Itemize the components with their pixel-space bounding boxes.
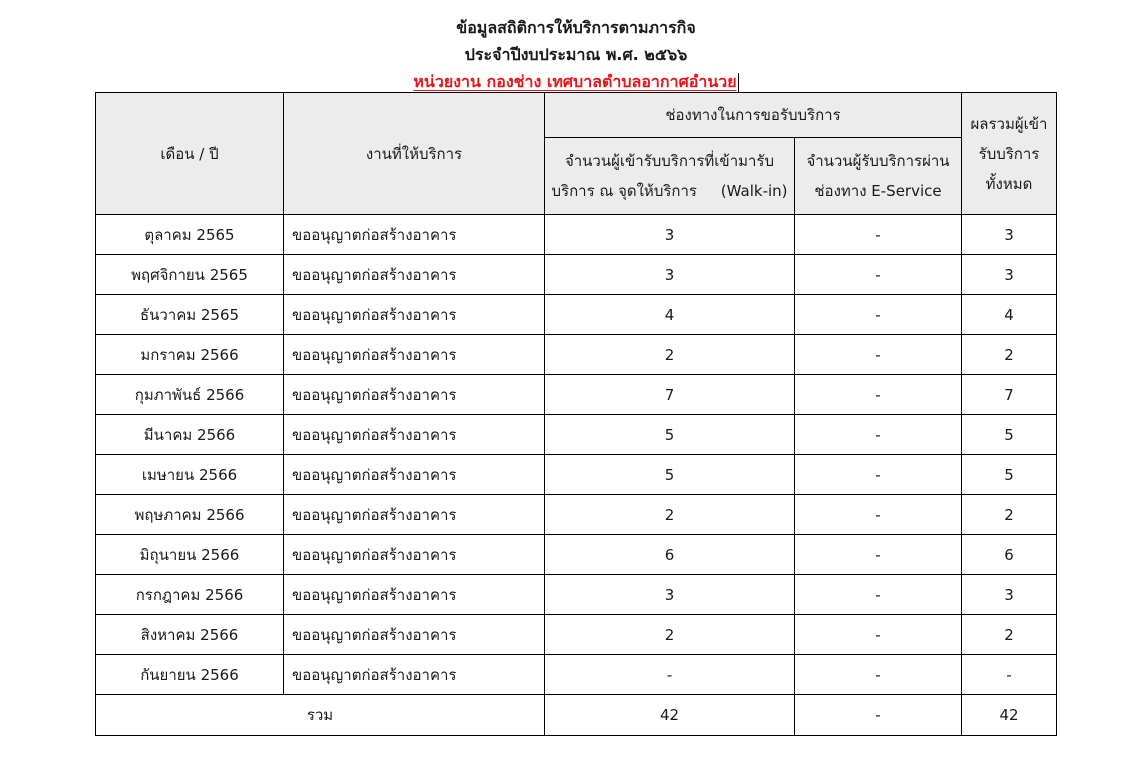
header-eservice-line1: จำนวนผู้รับบริการผ่าน — [806, 152, 950, 170]
cell-month: มิถุนายน 2566 — [96, 535, 284, 575]
cell-walkin: 6 — [545, 535, 795, 575]
table-row — [96, 375, 1057, 415]
cell-walkin: 5 — [545, 455, 795, 495]
cell-total: 2 — [962, 495, 1057, 535]
cell-total: 3 — [962, 255, 1057, 295]
document-header — [96, 14, 1056, 95]
cell-month: กุมภาพันธ์ 2566 — [96, 375, 284, 415]
cell-eservice: - — [795, 255, 962, 295]
cell-walkin: 3 — [545, 215, 795, 255]
cell-month: เมษายน 2566 — [96, 455, 284, 495]
cell-walkin: 5 — [545, 415, 795, 455]
table-row — [96, 415, 1057, 455]
cell-eservice: - — [795, 215, 962, 255]
unit-label: หน่วยงาน กองช่าง เทศบาลตำบลอากาศอำนวย — [413, 72, 737, 91]
cell-total: 2 — [962, 335, 1057, 375]
cell-service: ขออนุญาตก่อสร้างอาคาร — [284, 655, 545, 695]
cell-eservice: - — [795, 655, 962, 695]
cell-month: ตุลาคม 2565 — [96, 215, 284, 255]
cell-service: ขออนุญาตก่อสร้างอาคาร — [284, 615, 545, 655]
totals-row — [96, 695, 1057, 736]
cell-eservice: - — [795, 535, 962, 575]
totals-eservice: - — [795, 695, 962, 736]
cell-eservice: - — [795, 295, 962, 335]
cell-eservice: - — [795, 615, 962, 655]
cell-walkin: 3 — [545, 255, 795, 295]
totals-total: 42 — [962, 695, 1057, 736]
table-row — [96, 455, 1057, 495]
header-total-line3: ทั้งหมด — [985, 174, 1033, 193]
cell-walkin: 3 — [545, 575, 795, 615]
cell-total: 7 — [962, 375, 1057, 415]
header-total — [962, 93, 1057, 215]
cell-service: ขออนุญาตก่อสร้างอาคาร — [284, 295, 545, 335]
document-subtitle: ประจำปีงบประมาณ พ.ศ. ๒๕๖๖ — [464, 45, 688, 64]
unit-line — [96, 68, 1056, 95]
header-eservice — [795, 138, 962, 215]
table-row — [96, 495, 1057, 535]
cell-total: - — [962, 655, 1057, 695]
cell-eservice: - — [795, 575, 962, 615]
cell-eservice: - — [795, 455, 962, 495]
cell-service: ขออนุญาตก่อสร้างอาคาร — [284, 455, 545, 495]
cell-total: 5 — [962, 415, 1057, 455]
text-cursor — [738, 73, 739, 93]
table-body — [96, 215, 1057, 736]
service-statistics-table — [95, 92, 1057, 736]
header-walkin-line2: บริการ ณ จุดให้บริการ (Walk-in) — [551, 182, 788, 200]
cell-walkin: 7 — [545, 375, 795, 415]
document-title: ข้อมูลสถิติการให้บริการตามภารกิจ — [456, 18, 696, 37]
cell-service: ขออนุญาตก่อสร้างอาคาร — [284, 495, 545, 535]
header-total-line2: รับบริการ — [978, 144, 1040, 163]
table-row — [96, 575, 1057, 615]
cell-walkin: - — [545, 655, 795, 695]
cell-eservice: - — [795, 415, 962, 455]
table-row — [96, 615, 1057, 655]
cell-walkin: 2 — [545, 495, 795, 535]
table-row — [96, 335, 1057, 375]
table-row — [96, 535, 1057, 575]
cell-service: ขออนุญาตก่อสร้างอาคาร — [284, 415, 545, 455]
cell-month: พฤศจิกายน 2565 — [96, 255, 284, 295]
cell-eservice: - — [795, 495, 962, 535]
cell-service: ขออนุญาตก่อสร้างอาคาร — [284, 215, 545, 255]
cell-total: 5 — [962, 455, 1057, 495]
cell-service: ขออนุญาตก่อสร้างอาคาร — [284, 535, 545, 575]
cell-month: กันยายน 2566 — [96, 655, 284, 695]
header-walkin — [545, 138, 795, 215]
cell-eservice: - — [795, 335, 962, 375]
header-total-line1: ผลรวมผู้เข้า — [970, 114, 1048, 133]
cell-month: ธันวาคม 2565 — [96, 295, 284, 335]
cell-month: พฤษภาคม 2566 — [96, 495, 284, 535]
cell-month: สิงหาคม 2566 — [96, 615, 284, 655]
table-header — [96, 93, 1057, 215]
header-walkin-line1: จำนวนผู้เข้ารับบริการที่เข้ามารับ — [564, 152, 775, 170]
cell-walkin: 4 — [545, 295, 795, 335]
header-channel-group: ช่องทางในการขอรับบริการ — [545, 93, 962, 138]
cell-month: กรกฎาคม 2566 — [96, 575, 284, 615]
header-eservice-line2: ช่องทาง E-Service — [814, 182, 942, 200]
cell-total: 2 — [962, 615, 1057, 655]
cell-total: 4 — [962, 295, 1057, 335]
totals-label: รวม — [96, 695, 545, 736]
table-row — [96, 655, 1057, 695]
cell-service: ขออนุญาตก่อสร้างอาคาร — [284, 575, 545, 615]
cell-eservice: - — [795, 375, 962, 415]
cell-month: มีนาคม 2566 — [96, 415, 284, 455]
cell-total: 6 — [962, 535, 1057, 575]
table-row — [96, 295, 1057, 335]
header-service: งานที่ให้บริการ — [284, 93, 545, 215]
cell-month: มกราคม 2566 — [96, 335, 284, 375]
table-row — [96, 215, 1057, 255]
table-row — [96, 255, 1057, 295]
cell-total: 3 — [962, 575, 1057, 615]
cell-walkin: 2 — [545, 335, 795, 375]
cell-service: ขออนุญาตก่อสร้างอาคาร — [284, 335, 545, 375]
cell-service: ขออนุญาตก่อสร้างอาคาร — [284, 375, 545, 415]
cell-walkin: 2 — [545, 615, 795, 655]
cell-service: ขออนุญาตก่อสร้างอาคาร — [284, 255, 545, 295]
header-month: เดือน / ปี — [96, 93, 284, 215]
cell-total: 3 — [962, 215, 1057, 255]
totals-walkin: 42 — [545, 695, 795, 736]
